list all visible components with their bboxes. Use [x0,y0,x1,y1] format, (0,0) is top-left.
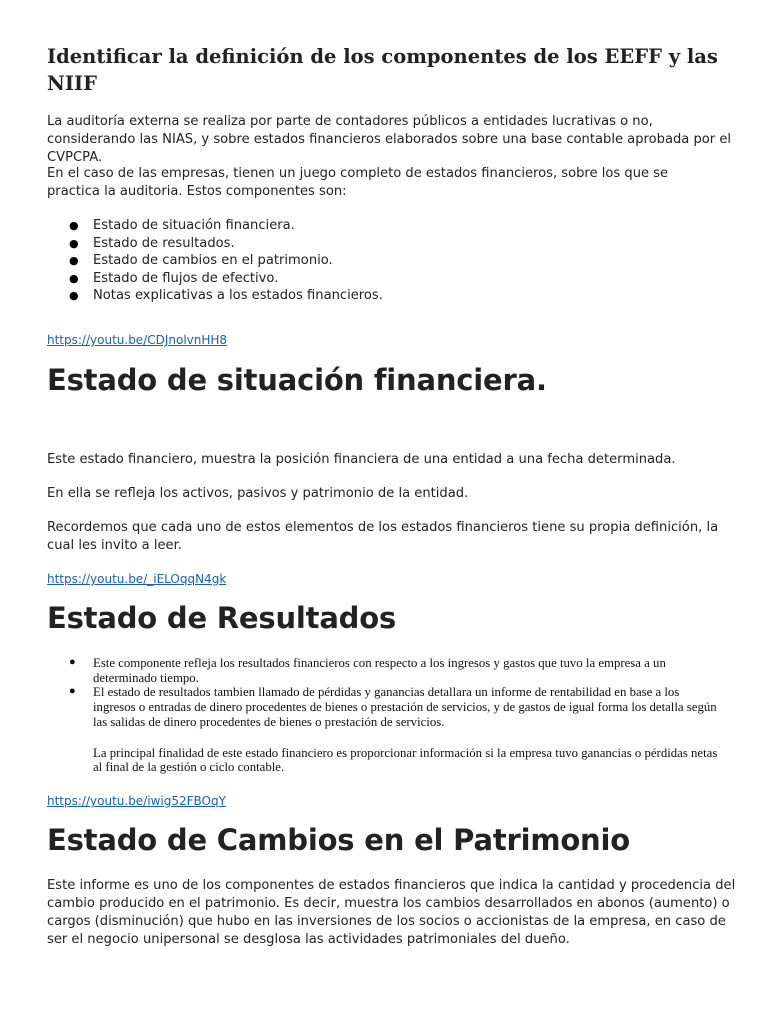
document-title: Identificar la definición de los componentes de los EEFF y las NIIF [47,45,718,95]
video-link-situacion[interactable]: https://youtu.be/_iELOqqN4gk [47,572,227,586]
intro-paragraph-2: En el caso de las empresas, tienen un juego completo de estados financieros, sobre los que se practica la auditoria. Estos componentes son: [47,166,669,199]
list-item: ● Estado de cambios en el patrimonio. [69,253,333,268]
bullet-icon: ● [69,289,79,302]
situacion-paragraph-2: En ella se refleja los activos, pasivos y patrimonio de la entidad. [47,486,469,501]
list-item: ● Estado de flujos de efectivo. [69,270,279,286]
list-item: ● Estado de resultados. [69,235,235,251]
list-item: ● El estado de resultados tambien llamado de pérdidas y ganancias detallara un informe de rentabilidad en base a los ingresos o entradas de dinero procedentes de bienes o prestación de servicios, y de gastos de igual forma los detalla según las salidas de dinero procedentes de bienes o prestación de servicios. La principal finalidad de este estado financiero es proporcionar información si la empresa tuvo ganancias o pérdidas netas al final de la gestión o ciclo contable. [47,685,723,775]
components-list [47,217,723,305]
video-link-resultados[interactable]: https://youtu.be/iwig52FBOqY [47,794,226,808]
bullet-icon: ● [69,656,76,668]
list-item: ● Estado de situación financiera. [69,218,295,233]
situacion-paragraph-3: Recordemos que cada uno de estos elementos de los estados financieros tiene su propia definición, la cual les invito a leer. [47,520,719,553]
video-link-intro[interactable]: https://youtu.be/CDJnolvnHH8 [47,333,228,347]
list-item: ● Este componente refleja los resultados financieros con respecto a los ingresos y gastos que tuvo la empresa a un determinado tiempo. [69,656,666,685]
resultados-list [47,656,723,775]
bullet-icon: ● [69,685,76,698]
heading-situacion-financiera: Estado de situación financiera. [47,363,547,397]
bullet-icon: ● [69,271,79,285]
heading-estado-resultados: Estado de Resultados [47,601,397,635]
resultados-finalidad-text: La principal finalidad de este estado financiero es proporcionar información si la empresa tuvo ganancias o pérdidas netas al final de la gestión o ciclo contable. [93,745,718,775]
bullet-icon: ● [69,254,79,267]
heading-cambios-patrimonio: Estado de Cambios en el Patrimonio [47,823,630,857]
patrimonio-paragraph-1: Este informe es uno de los componentes de estados financieros que indica la cantidad y procedencia del cambio producido en el patrimonio. Es decir, muestra los cambios desarrollados en abonos (aumento) o cargos (disminución) que hubo en las inversiones de los socios o accionistas de la empresa, en caso de ser el negocio unipersonal se desglosa las actividades patrimoniales del dueño. [47,878,736,947]
intro-paragraph-1: La auditoría externa se realiza por parte de contadores públicos a entidades lucrativas o no, considerando las NIAS, y sobre estados financieros elaborados sobre una base contable aprobada por el CVPCPA. [47,114,732,165]
list-item: ● Notas explicativas a los estados financieros. [69,288,383,303]
situacion-paragraph-1: Este estado financiero, muestra la posición financiera de una entidad a una fecha determinada. [47,452,676,467]
bullet-icon: ● [69,236,79,250]
bullet-icon: ● [69,219,79,232]
